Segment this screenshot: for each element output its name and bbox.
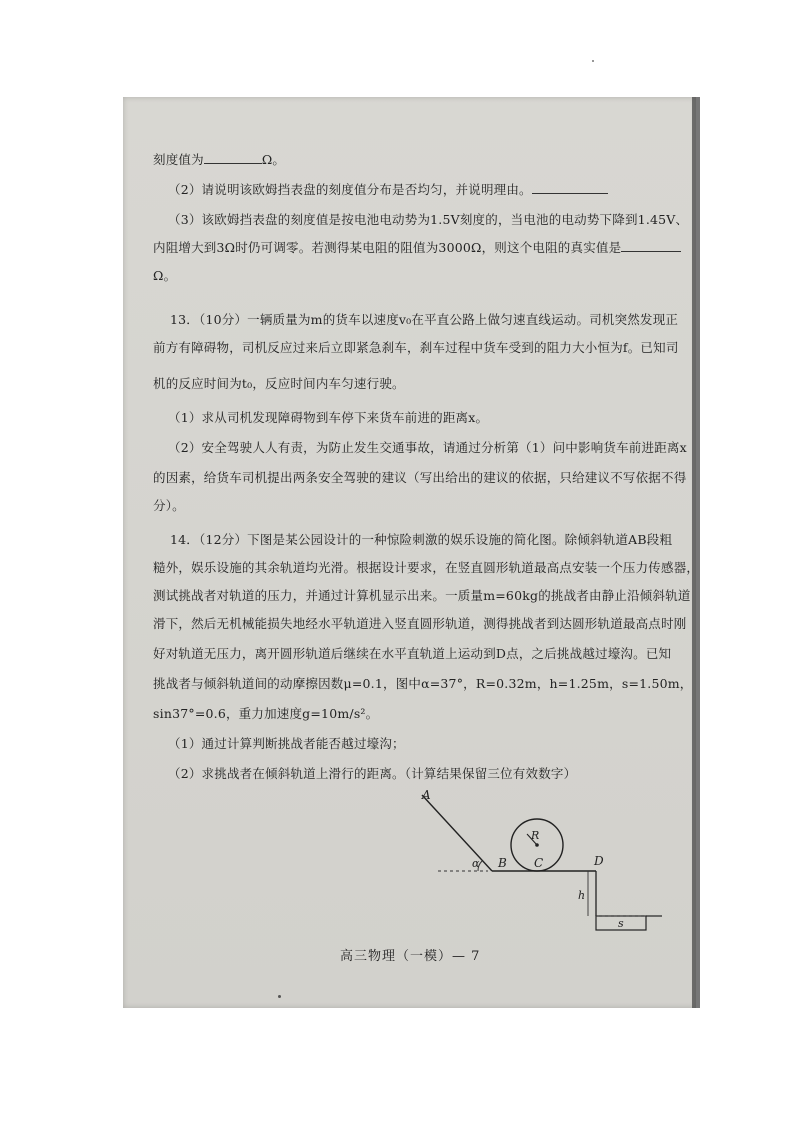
q14-line5: 好对轨道无压力，离开圆形轨道后继续在水平直轨道上运动到D点，之后挑战越过壕沟。已知	[153, 646, 672, 661]
label-h: h	[578, 889, 586, 902]
q14-line1: 14．（12分）下图是某公园设计的一种惊险刺激的娱乐设施的简化图。除倾斜轨道AB段粗	[170, 532, 673, 547]
q13-line3: 机的反应时间为t₀，反应时间内车匀速行驶。	[153, 376, 405, 391]
q12-part3-line2	[153, 238, 681, 256]
q13-part2-line1: （2）安全驾驶人人有责，为防止发生交通事故，请通过分析第（1）问中影响货车前进距离x	[168, 440, 687, 455]
stray-dot	[592, 60, 594, 62]
q14-line7: sin37°=0.6，重力加速度g=10m/s²。	[153, 706, 379, 721]
q13-part1: （1）求从司机发现障碍物到车停下来货车前进的距离x。	[168, 410, 489, 425]
q12-part2-text: （2）请说明该欧姆挡表盘的刻度值分布是否均匀，并说明理由。	[168, 182, 532, 197]
q12-part2	[168, 180, 608, 198]
track-diagram	[410, 785, 670, 945]
answer-blank	[621, 239, 681, 252]
label-alpha: α	[472, 857, 480, 870]
label-A: A	[422, 788, 431, 802]
q13-part2-line2: 的因素，给货车司机提出两条安全驾驶的建议（写出给出的建议的依据，只给建议不写依据不得	[153, 470, 687, 485]
label-R: R	[531, 829, 540, 842]
q12-line1-prefix: 刻度值为	[153, 152, 204, 167]
q14-line6: 挑战者与倾斜轨道间的动摩擦因数μ=0.1，图中α=37°，R=0.32m，h=1.25m，s=1.50m，	[153, 676, 693, 691]
label-B: B	[498, 856, 507, 870]
loop-center	[535, 843, 539, 847]
label-s: s	[618, 917, 624, 930]
answer-blank	[532, 181, 608, 194]
q14-line4: 滑下，然后无机械能损失地经水平轨道进入竖直圆形轨道，测得挑战者到达圆形轨道最高点时刚	[153, 616, 687, 631]
q14-part2: （2）求挑战者在倾斜轨道上滑行的距离。（计算结果保留三位有效数字）	[168, 766, 577, 781]
q12-line1-suffix: Ω。	[261, 152, 286, 167]
q12-line1	[153, 150, 285, 168]
q12-part3-line1: （3）该欧姆挡表盘的刻度值是按电池电动势为1.5V刻度的，当电池的电动势下降到1.45V、	[168, 212, 689, 227]
q14-line3: 测试挑战者对轨道的压力，并通过计算机显示出来。一质量m=60kg的挑战者由静止沿倾斜轨道	[153, 588, 691, 603]
q14-part1: （1）通过计算判断挑战者能否越过壕沟；	[168, 736, 405, 751]
q13-part2-line3: 分）。	[153, 498, 185, 513]
paper-speck	[278, 995, 281, 998]
q12-part3-line3: Ω。	[153, 268, 177, 283]
incline-track	[422, 795, 492, 871]
q12-part3-line2-text: 内阻增大到3Ω时仍可调零。若测得某电阻的阻值为3000Ω，则这个电阻的真实值是	[153, 240, 622, 255]
label-D: D	[594, 854, 604, 868]
answer-blank	[204, 151, 262, 164]
q13-line1: 13．（10分）一辆质量为m的货车以速度v₀在平直公路上做匀速直线运动。司机突然发现正	[170, 312, 679, 327]
label-C: C	[534, 856, 544, 870]
page-footer: 高三物理（一模）— 7	[340, 949, 481, 964]
page-edge-shadow	[692, 97, 700, 1008]
q14-line2: 糙外，娱乐设施的其余轨道均光滑。根据设计要求，在竖直圆形轨道最高点安装一个压力传感器，	[153, 560, 700, 575]
q13-line2: 前方有障碍物，司机反应过来后立即紧急刹车，刹车过程中货车受到的阻力大小恒为f。已知司	[153, 340, 679, 355]
